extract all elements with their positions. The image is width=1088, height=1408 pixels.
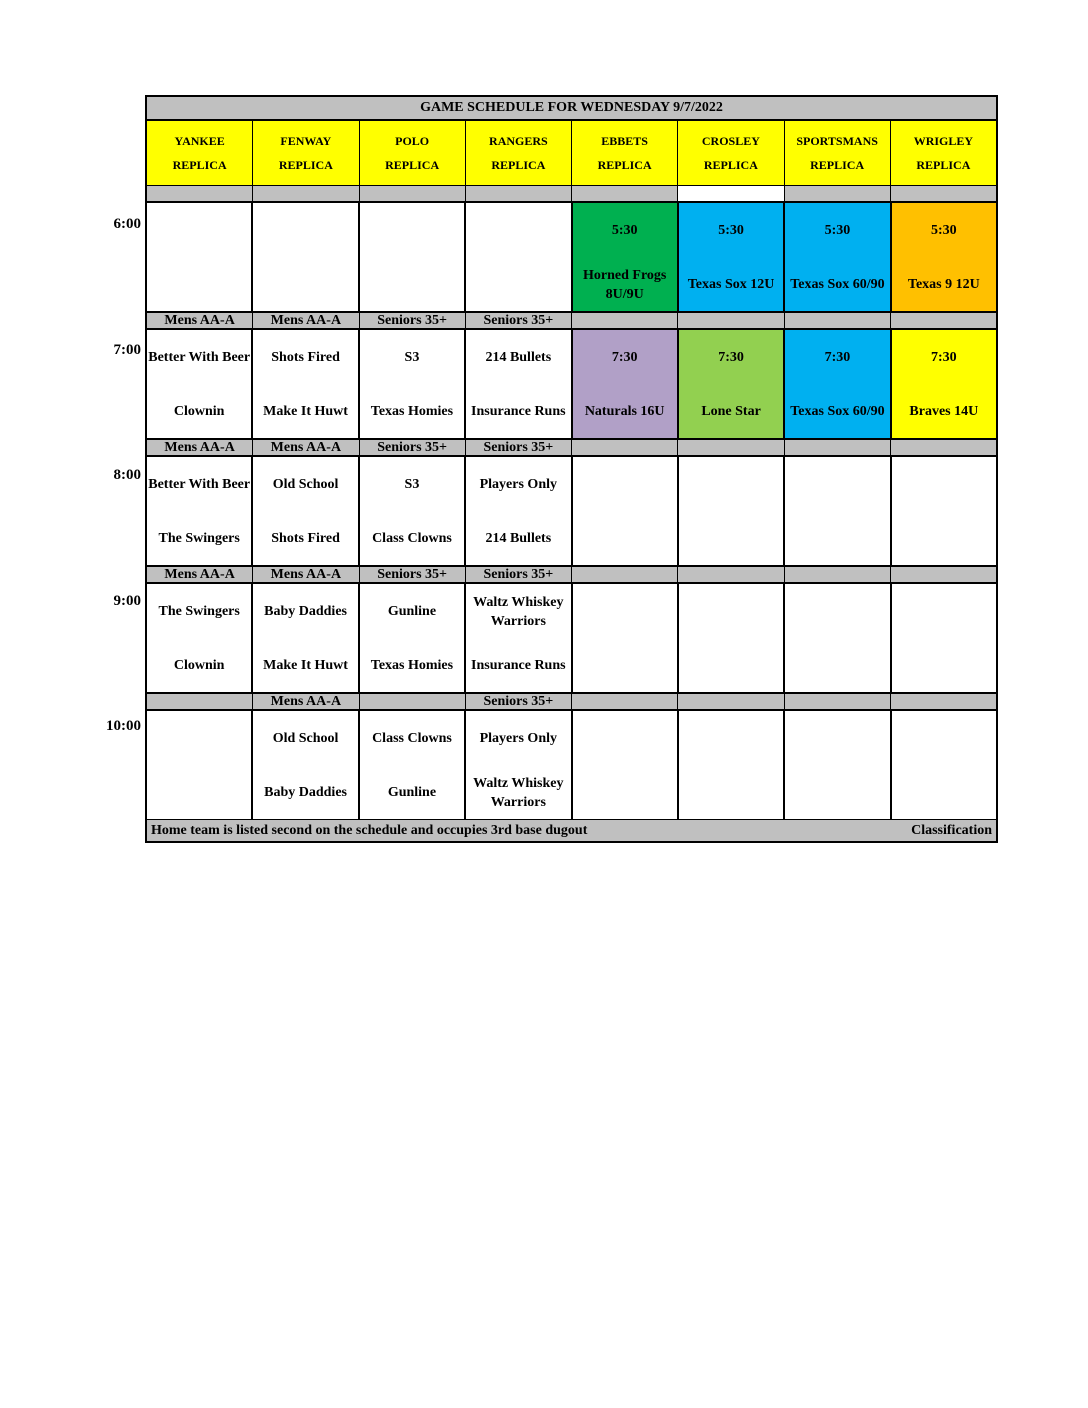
- classification-row: [147, 313, 996, 330]
- time-label-10: 10:00: [106, 718, 141, 734]
- classification-label: [678, 313, 784, 328]
- game-top: 5:30: [611, 223, 638, 238]
- field-header: [891, 121, 996, 185]
- game-bottom: Clownin: [173, 404, 225, 419]
- classification-label: Mens AA-A: [253, 694, 359, 709]
- game-cell: [892, 457, 996, 565]
- classification-label: Seniors 35+: [360, 567, 466, 582]
- field-sub: REPLICA: [703, 158, 758, 172]
- game-cell: [679, 330, 785, 438]
- game-top: 7:30: [718, 350, 744, 365]
- time-slot: [147, 203, 996, 313]
- field-header: [785, 121, 891, 185]
- spacer-cell: [253, 186, 359, 201]
- time-label-9: 9:00: [113, 593, 141, 609]
- classification-row: [147, 567, 996, 584]
- field-header: [572, 121, 678, 185]
- classification-label: Seniors 35+: [466, 694, 572, 709]
- game-cell: [573, 457, 679, 565]
- spacer-cell: [678, 186, 784, 201]
- game-bottom: Braves 14U: [909, 404, 979, 419]
- spacer-cell: [466, 186, 572, 201]
- classification-row: [147, 440, 996, 457]
- game-cell: [253, 330, 359, 438]
- game-top: Old School: [272, 477, 339, 492]
- game-cell: [892, 711, 996, 819]
- game-cell: [360, 711, 466, 819]
- field-header: [147, 121, 253, 185]
- field-sub: REPLICA: [491, 158, 546, 172]
- game-bottom: Clownin: [173, 658, 225, 673]
- game-cell: [147, 584, 253, 692]
- classification-label: [891, 567, 996, 582]
- game-top: Waltz Whiskey Warriors: [473, 594, 564, 629]
- game-cell: [253, 203, 359, 311]
- field-sub: REPLICA: [172, 158, 227, 172]
- field-name: POLO: [395, 134, 430, 148]
- game-cell: [573, 330, 679, 438]
- game-bottom: Texas Homies: [370, 404, 454, 419]
- time-slot: [147, 457, 996, 567]
- game-top: Players Only: [479, 731, 557, 746]
- game-cell: [360, 203, 466, 311]
- spacer-cell: [572, 186, 678, 201]
- game-cell: [785, 330, 891, 438]
- field-name: EBBETS: [601, 134, 648, 148]
- game-cell: [466, 457, 572, 565]
- time-label-7: 7:00: [113, 342, 141, 358]
- classification-label: [785, 694, 891, 709]
- footer-classification: Classification: [911, 823, 992, 838]
- field-header: [466, 121, 572, 185]
- game-bottom: Lone Star: [701, 404, 761, 419]
- game-bottom: Baby Daddies: [264, 785, 347, 800]
- field-name: SPORTSMANS: [796, 134, 878, 148]
- field-header: [253, 121, 359, 185]
- game-bottom: 214 Bullets: [485, 531, 552, 546]
- schedule-sheet: [145, 95, 998, 843]
- game-cell: [360, 330, 466, 438]
- game-cell: [360, 457, 466, 565]
- classification-label: [785, 440, 891, 455]
- classification-label: Seniors 35+: [466, 567, 572, 582]
- game-cell: [679, 711, 785, 819]
- game-bottom: Texas Homies: [370, 658, 454, 673]
- time-label-6: 6:00: [113, 216, 141, 232]
- classification-label: Seniors 35+: [466, 440, 572, 455]
- game-top: The Swingers: [158, 604, 240, 619]
- game-cell: [360, 584, 466, 692]
- game-bottom: Make It Huwt: [263, 658, 348, 673]
- classification-label: [147, 694, 253, 709]
- classification-label: [572, 440, 678, 455]
- spacer-cell: [785, 186, 891, 201]
- field-name: FENWAY: [280, 134, 332, 148]
- game-bottom: Horned Frogs 8U/9U: [583, 267, 667, 302]
- field-sub: REPLICA: [597, 158, 652, 172]
- game-cell: [466, 203, 572, 311]
- game-bottom: Waltz Whiskey Warriors: [473, 775, 564, 810]
- footer-note: Home team is listed second on the schedule and occupies 3rd base dugout: [151, 823, 588, 838]
- field-header-row: [147, 121, 996, 186]
- game-top: Class Clowns: [372, 731, 452, 746]
- game-cell: [466, 330, 572, 438]
- game-top: Baby Daddies: [264, 604, 347, 619]
- spacer-cell: [147, 186, 253, 201]
- game-cell: [466, 711, 572, 819]
- game-bottom: Insurance Runs: [471, 404, 566, 419]
- time-slot: [147, 711, 996, 820]
- classification-label: [785, 313, 891, 328]
- game-top: Gunline: [387, 604, 437, 619]
- game-cell: [253, 457, 359, 565]
- classification-label: Mens AA-A: [253, 567, 359, 582]
- classification-row: [147, 694, 996, 711]
- classification-label: [572, 313, 678, 328]
- game-top: S3: [404, 477, 420, 492]
- game-bottom: Shots Fired: [271, 531, 340, 546]
- game-cell: [147, 330, 253, 438]
- game-top: Shots Fired: [271, 350, 340, 365]
- game-bottom: Texas 9 12U: [907, 277, 980, 292]
- classification-label: [572, 567, 678, 582]
- game-cell: [466, 584, 572, 692]
- footer-row: [147, 820, 996, 841]
- game-cell: [147, 203, 253, 311]
- game-bottom: The Swingers: [158, 531, 240, 546]
- game-bottom: Insurance Runs: [471, 658, 566, 673]
- classification-label: Mens AA-A: [253, 313, 359, 328]
- classification-label: [891, 440, 996, 455]
- classification-label: Mens AA-A: [147, 440, 253, 455]
- time-label-8: 8:00: [113, 467, 141, 483]
- classification-label: Seniors 35+: [466, 313, 572, 328]
- schedule-title: GAME SCHEDULE FOR WEDNESDAY 9/7/2022: [147, 97, 996, 121]
- classification-label: Seniors 35+: [360, 313, 466, 328]
- game-cell: [573, 584, 679, 692]
- game-top: 7:30: [824, 350, 851, 365]
- field-name: WRIGLEY: [913, 134, 974, 148]
- game-cell: [785, 203, 891, 311]
- game-cell: [253, 584, 359, 692]
- game-top: 5:30: [824, 223, 851, 238]
- classification-label: Seniors 35+: [360, 440, 466, 455]
- game-top: 7:30: [930, 350, 957, 365]
- field-name: YANKEE: [174, 134, 225, 148]
- game-top: Better With Beer: [148, 350, 251, 365]
- spacer-cell: [360, 186, 466, 201]
- game-top: 214 Bullets: [485, 350, 552, 365]
- game-cell: [147, 457, 253, 565]
- time-slot: [147, 584, 996, 694]
- classification-label: [785, 567, 891, 582]
- game-cell: [892, 330, 996, 438]
- classification-label: [891, 694, 996, 709]
- spacer-cell: [891, 186, 996, 201]
- game-bottom: Naturals 16U: [584, 404, 665, 419]
- field-sub: REPLICA: [385, 158, 440, 172]
- game-cell: [892, 584, 996, 692]
- game-top: 5:30: [718, 223, 744, 238]
- game-bottom: Gunline: [387, 785, 437, 800]
- game-cell: [785, 457, 891, 565]
- game-bottom: Texas Sox 12U: [687, 277, 775, 292]
- classification-label: [678, 694, 784, 709]
- game-top: Players Only: [479, 477, 557, 492]
- game-cell: [573, 203, 679, 311]
- time-slot: [147, 330, 996, 440]
- game-cell: [253, 711, 359, 819]
- classification-label: [360, 694, 466, 709]
- game-top: Better With Beer: [148, 477, 251, 492]
- field-sub: REPLICA: [810, 158, 865, 172]
- classification-label: Mens AA-A: [147, 313, 253, 328]
- game-bottom: Texas Sox 60/90: [790, 404, 885, 419]
- game-cell: [573, 711, 679, 819]
- game-bottom: Texas Sox 60/90: [790, 277, 885, 292]
- game-top: Old School: [272, 731, 339, 746]
- game-cell: [785, 711, 891, 819]
- field-header: [678, 121, 784, 185]
- classification-label: [891, 313, 996, 328]
- field-header: [360, 121, 466, 185]
- field-name: CROSLEY: [701, 134, 760, 148]
- game-cell: [785, 584, 891, 692]
- game-top: S3: [404, 350, 420, 365]
- classification-label: Mens AA-A: [253, 440, 359, 455]
- game-top: 5:30: [930, 223, 957, 238]
- game-cell: [679, 457, 785, 565]
- classification-label: [678, 440, 784, 455]
- game-cell: [147, 711, 253, 819]
- field-name: RANGERS: [489, 134, 548, 148]
- game-cell: [679, 584, 785, 692]
- game-top: 7:30: [611, 350, 638, 365]
- field-sub: REPLICA: [278, 158, 333, 172]
- game-cell: [679, 203, 785, 311]
- classification-label: [678, 567, 784, 582]
- field-sub: REPLICA: [916, 158, 971, 172]
- spacer-row: [147, 186, 996, 203]
- classification-label: [572, 694, 678, 709]
- game-cell: [892, 203, 996, 311]
- game-bottom: Make It Huwt: [263, 404, 348, 419]
- classification-label: Mens AA-A: [147, 567, 253, 582]
- game-bottom: Class Clowns: [372, 531, 452, 546]
